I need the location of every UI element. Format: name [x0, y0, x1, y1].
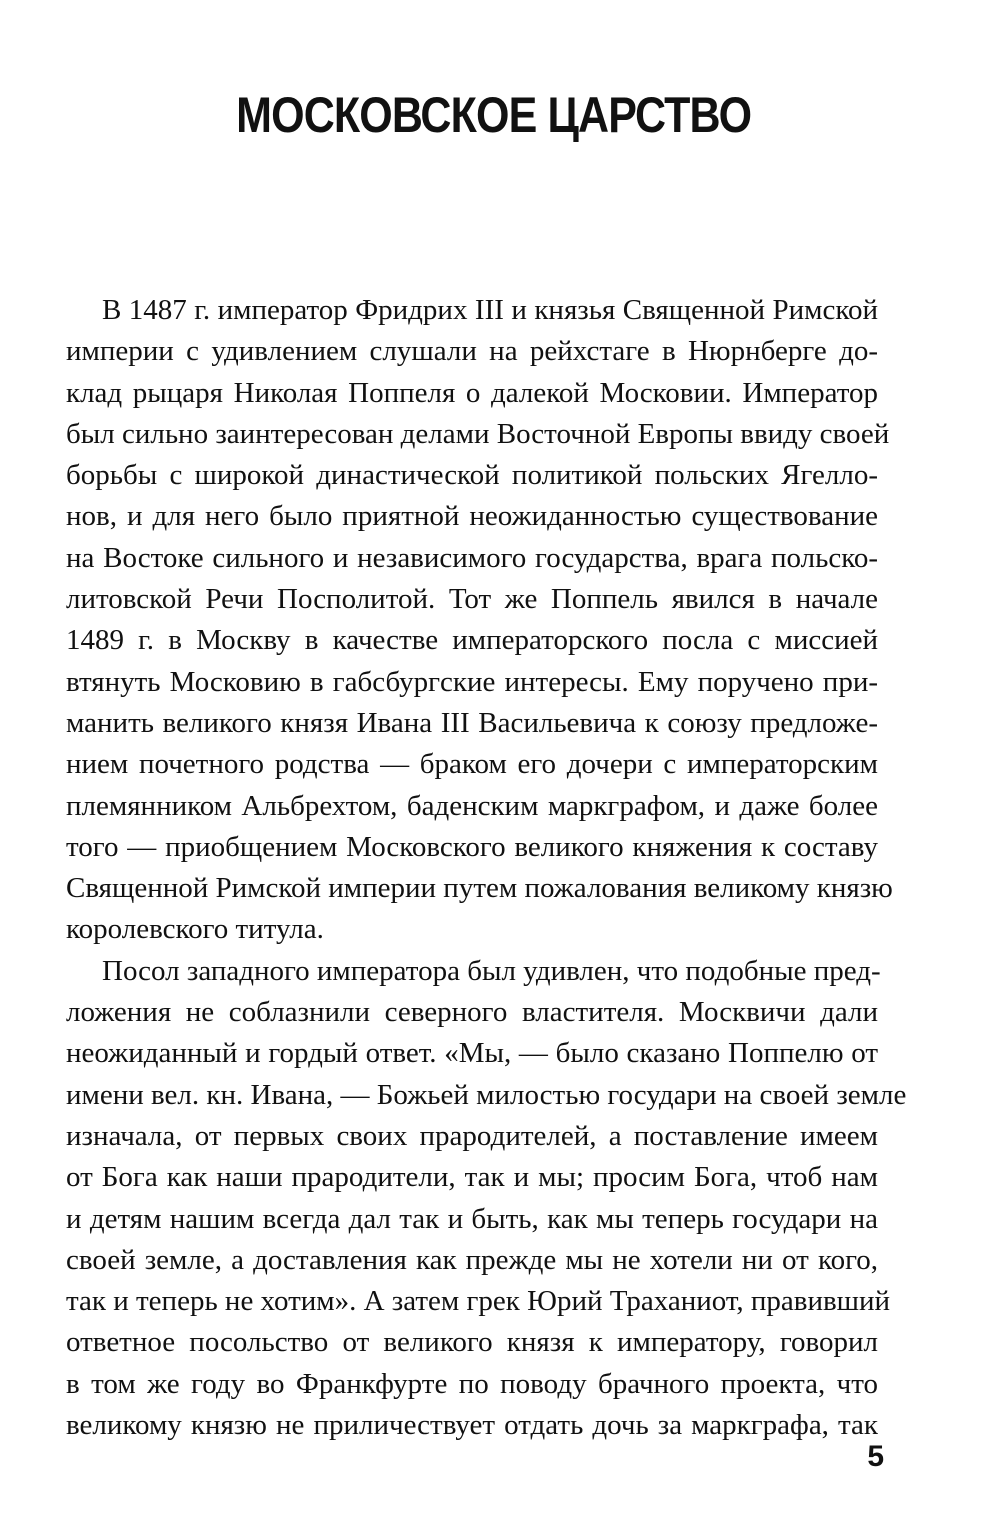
text-line: ложения не соблазнили северного властителя. Москвичи дали	[66, 996, 878, 1029]
paragraph-2	[66, 951, 907, 1447]
text-line: В 1487 г. император Фридрих III и князья Священной Римской	[102, 294, 878, 326]
text-line: того — приобщением Московского великого княжения к составу	[66, 830, 878, 863]
text-line: 1489 г. в Москву в качестве императорского посла с миссией	[66, 624, 878, 657]
text-line: империи с удивлением слушали на рейхстаге в Нюрнберге до-	[66, 335, 878, 368]
text-line: неожиданный и гордый ответ. «Мы, — было сказано Поппелю от	[66, 1037, 878, 1070]
text-line: борьбы с широкой династической политикой польских Ягелло-	[66, 459, 878, 492]
text-line: племянником Альбрехтом, баденским маркграфом, и даже более	[66, 789, 878, 822]
page-number: 5	[867, 1440, 884, 1473]
text-line: нием почетного родства — браком его дочери с императорским	[66, 748, 878, 781]
text-line: ответное посольство от великого князя к императору, говорил	[66, 1326, 878, 1359]
text-line: изначала, от первых своих прародителей, а поставление имеем	[66, 1119, 878, 1152]
text-line: манить великого князя Ивана III Васильевича к союзу предложе-	[66, 706, 878, 739]
text-line: своей земле, а доставления как прежде мы не хотели ни от кого,	[66, 1243, 878, 1276]
paragraph-1	[66, 290, 893, 951]
text-line: в том же году во Франкфурте по поводу брачного проекта, что	[66, 1367, 878, 1400]
text-line: клад рыцаря Николая Поппеля о далекой Московии. Император	[66, 376, 878, 409]
chapter-title: МОСКОВСКОЕ ЦАРСТВО	[236, 87, 752, 143]
text-line: нов, и для него было приятной неожиданностью существование	[66, 500, 878, 533]
text-line: от Бога как наши прародители, так и мы; просим Бога, чтоб нам	[66, 1161, 878, 1194]
text-line: Священной Римской империи путем пожалования великому князю	[66, 872, 893, 905]
text-line: Посол западного императора был удивлен, что подобные пред-	[102, 954, 881, 987]
text-line: литовской Речи Посполитой. Тот же Поппель явился в начале	[66, 583, 878, 616]
text-line: королевского титула.	[66, 913, 324, 946]
text-line: на Востоке сильного и независимого государства, врага польско-	[66, 541, 878, 574]
text-line: и детям нашим всегда дал так и быть, как мы теперь государи на	[66, 1202, 878, 1235]
text-line: втянуть Московию в габсбургские интересы. Ему поручено при-	[66, 665, 878, 698]
text-line: так и теперь не хотим». А затем грек Юрий Траханиот, правивший	[66, 1285, 891, 1318]
text-line: был сильно заинтересован делами Восточной Европы ввиду своей	[66, 417, 890, 450]
text-line: имени вел. кн. Ивана, — Божьей милостью государи на своей земле	[66, 1078, 907, 1111]
text-line: великому князю не приличествует отдать дочь за маркграфа, так	[66, 1409, 878, 1442]
body-text	[66, 290, 907, 1446]
